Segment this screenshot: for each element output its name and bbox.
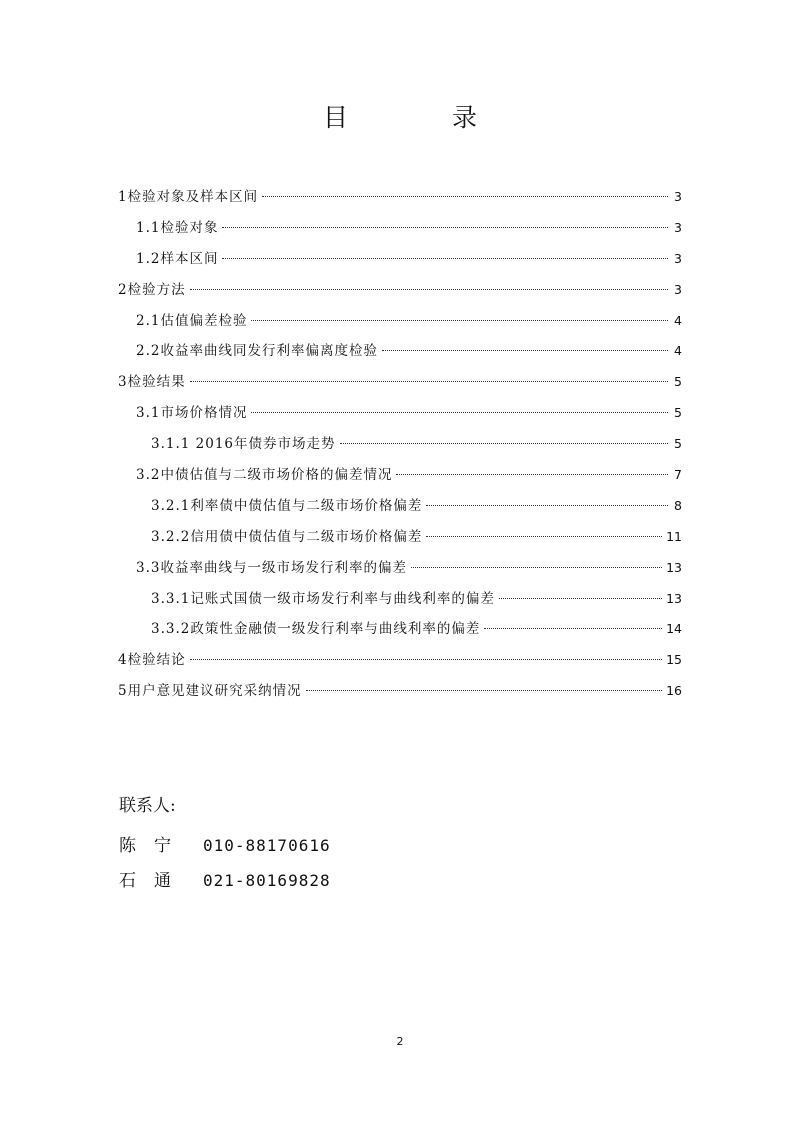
toc-dot-leader xyxy=(262,196,668,197)
toc-dot-leader xyxy=(190,659,663,660)
toc-entry-title: 3.1市场价格情况 xyxy=(136,405,248,422)
toc-entry-page: 3 xyxy=(674,250,682,266)
toc-entry[interactable] xyxy=(118,650,682,681)
contact-phone: 010-88170616 xyxy=(203,836,331,855)
toc-entry-title: 3.1.1 2016年债券市场走势 xyxy=(151,436,336,453)
toc-entry-title: 3.2中债估值与二级市场价格的偏差情况 xyxy=(136,467,393,484)
toc-entry-page: 3 xyxy=(674,281,682,297)
toc-entry-page: 3 xyxy=(674,219,682,235)
toc-dot-leader xyxy=(251,320,668,321)
toc-entry-title: 5用户意见建议研究采纳情况 xyxy=(118,683,302,700)
toc-dot-leader xyxy=(382,350,668,351)
toc-entry[interactable] xyxy=(118,187,682,218)
toc-entry[interactable] xyxy=(118,403,682,434)
toc-entry-page: 4 xyxy=(674,343,682,359)
toc-dot-leader xyxy=(426,505,668,506)
contact-row xyxy=(119,869,331,904)
toc-entry[interactable] xyxy=(118,465,682,496)
toc-dot-leader xyxy=(396,474,668,475)
toc-entry-title: 1.1检验对象 xyxy=(136,219,219,236)
toc-dot-leader xyxy=(426,536,662,537)
toc-entry-page: 13 xyxy=(666,559,682,575)
toc-entry[interactable] xyxy=(118,280,682,311)
toc-entry-title: 2.2收益率曲线同发行利率偏离度检验 xyxy=(136,343,378,360)
toc-dot-leader xyxy=(499,598,662,599)
toc-entry-page: 11 xyxy=(666,528,682,544)
toc-entry[interactable] xyxy=(118,341,682,372)
toc-entry[interactable] xyxy=(118,218,682,249)
toc-entry-page: 8 xyxy=(674,497,682,513)
toc-entry-page: 5 xyxy=(674,436,682,452)
toc-entry-page: 7 xyxy=(674,467,682,483)
toc-entry-title: 1.2样本区间 xyxy=(136,250,219,267)
toc-entry[interactable] xyxy=(118,372,682,403)
toc-entry-title: 3.2.1利率债中债估值与二级市场价格偏差 xyxy=(151,497,423,514)
contact-name: 石通 xyxy=(119,871,189,891)
table-of-contents xyxy=(118,187,682,712)
contacts-heading: 联系人: xyxy=(119,796,176,816)
toc-entry-page: 15 xyxy=(666,652,682,668)
toc-dot-leader xyxy=(484,628,662,629)
page-title: 目 录 xyxy=(323,103,525,132)
toc-entry-page: 5 xyxy=(674,374,682,390)
toc-entry-title: 3.3.1记账式国债一级市场发行利率与曲线利率的偏差 xyxy=(151,590,495,607)
contact-row xyxy=(119,834,331,869)
toc-entry[interactable] xyxy=(118,589,682,620)
toc-entry-page: 4 xyxy=(674,312,682,328)
toc-entry[interactable] xyxy=(118,496,682,527)
toc-entry-title: 3.2.2信用债中债估值与二级市场价格偏差 xyxy=(151,528,423,545)
toc-entry-title: 2.1估值偏差检验 xyxy=(136,312,248,329)
toc-dot-leader xyxy=(411,567,662,568)
toc-entry-title: 3检验结果 xyxy=(118,374,186,391)
toc-entry[interactable] xyxy=(118,527,682,558)
toc-entry[interactable] xyxy=(118,558,682,589)
toc-entry-page: 13 xyxy=(666,590,682,606)
toc-entry-page: 3 xyxy=(674,189,682,204)
toc-entry[interactable] xyxy=(118,681,682,712)
toc-entry[interactable] xyxy=(118,311,682,342)
toc-entry[interactable] xyxy=(118,619,682,650)
contacts-section xyxy=(119,794,331,904)
toc-entry-page: 16 xyxy=(666,683,682,699)
toc-dot-leader xyxy=(340,443,669,444)
toc-entry-title: 1检验对象及样本区间 xyxy=(118,189,259,205)
toc-entry-page: 5 xyxy=(674,405,682,421)
toc-entry[interactable] xyxy=(118,249,682,280)
page-number: 2 xyxy=(396,1035,404,1048)
contact-name: 陈宁 xyxy=(119,836,189,856)
toc-entry[interactable] xyxy=(118,434,682,465)
toc-entry-title: 4检验结论 xyxy=(118,652,186,669)
contact-phone: 021-80169828 xyxy=(203,871,331,890)
toc-dot-leader xyxy=(222,258,668,259)
toc-dot-leader xyxy=(190,381,668,382)
toc-dot-leader xyxy=(251,412,668,413)
toc-entry-page: 14 xyxy=(666,621,682,637)
toc-entry-title: 3.3.2政策性金融债一级发行利率与曲线利率的偏差 xyxy=(151,621,481,638)
toc-dot-leader xyxy=(306,690,663,691)
toc-dot-leader xyxy=(222,227,668,228)
toc-dot-leader xyxy=(190,289,668,290)
toc-entry-title: 2检验方法 xyxy=(118,281,186,298)
toc-entry-title: 3.3收益率曲线与一级市场发行利率的偏差 xyxy=(136,559,407,576)
